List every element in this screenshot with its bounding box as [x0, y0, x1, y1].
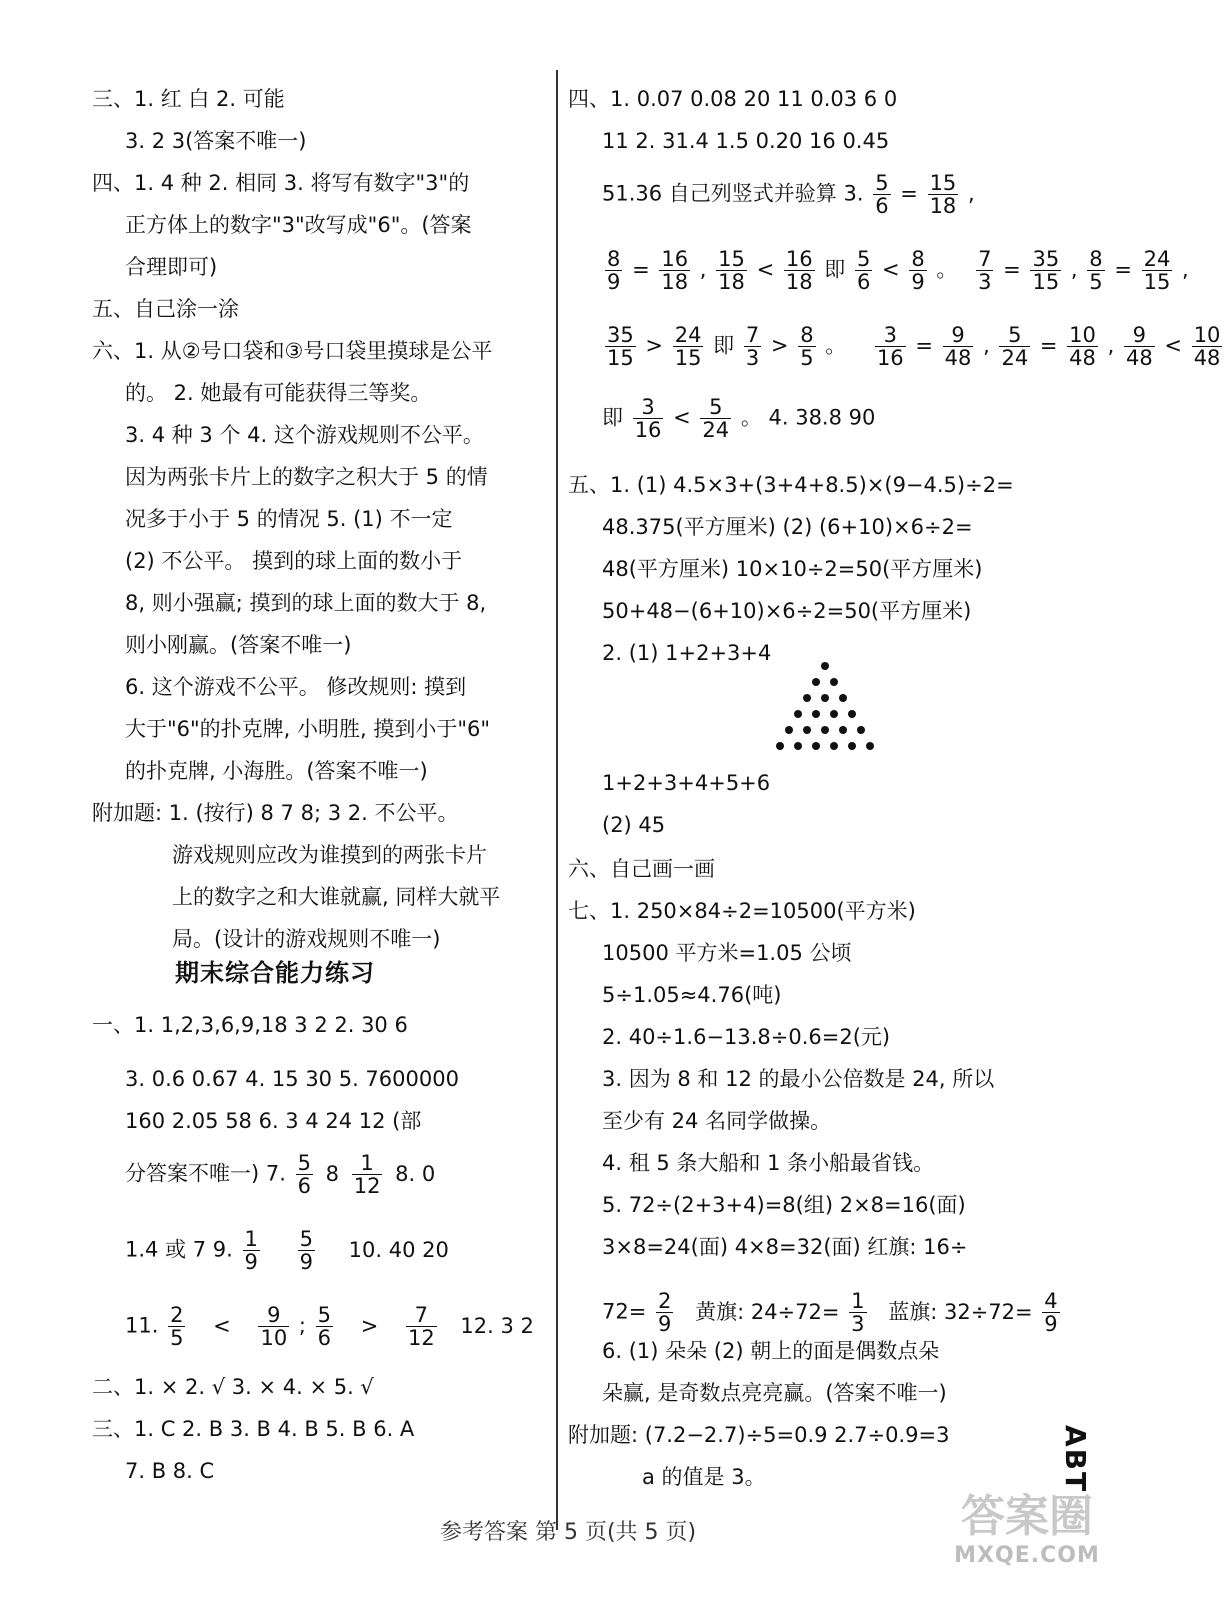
numerator: 2: [658, 1289, 672, 1313]
answer-line: 七、1. 250×84÷2=10500(平方米): [568, 899, 916, 923]
fraction: [352, 1152, 383, 1197]
denominator: 6: [856, 270, 871, 294]
dot: [830, 678, 838, 686]
numerator: 24: [1143, 247, 1171, 271]
numerator: 5: [297, 1151, 311, 1175]
dot: [794, 742, 802, 750]
denominator: 12: [408, 1326, 435, 1350]
dot: [812, 710, 820, 718]
text: 51.36 自己列竖式并验算 3.: [602, 181, 864, 206]
text: <: [1164, 333, 1182, 358]
denominator: 3: [745, 346, 760, 370]
numerator: 15: [718, 247, 745, 271]
numerator: 8: [911, 247, 925, 271]
dot-triangle-figure: [755, 662, 895, 752]
answer-line: 五、1. (1) 4.5×3+(3+4+8.5)×(9−4.5)÷2=: [568, 473, 1014, 497]
denominator: 9: [607, 270, 621, 294]
numerator: 35: [1032, 247, 1060, 271]
text: 。: [825, 333, 847, 358]
answer-line: 至少有 24 名同学做操。: [602, 1109, 832, 1133]
text: ,: [967, 181, 975, 206]
fraction: [784, 248, 815, 293]
dot: [812, 678, 820, 686]
dot: [821, 726, 829, 734]
fraction: [316, 1304, 333, 1349]
answer-line: 五、自己涂一涂: [92, 297, 239, 321]
answer-line: 48.375(平方厘米) (2) (6+10)×6÷2=: [602, 515, 973, 539]
denominator: 3: [851, 1312, 865, 1336]
page-footer: 参考答案 第 5 页(共 5 页): [440, 1520, 697, 1545]
text: 即: [824, 257, 846, 282]
dot: [866, 742, 874, 750]
answer-line: 3. 0.6 0.67 4. 15 30 5. 7600000: [125, 1067, 459, 1091]
denominator: 9: [299, 1250, 313, 1274]
answer-line: 三、1. C 2. B 3. B 4. B 5. B 6. A: [92, 1417, 415, 1441]
numerator: 7: [414, 1303, 429, 1327]
denominator: 48: [944, 346, 972, 370]
text: ,: [983, 333, 990, 358]
answer-line: 5÷1.05≈4.76(吨): [602, 983, 782, 1007]
answer-line: 四、1. 4 种 2. 相同 3. 将写有数字"3"的: [92, 171, 470, 195]
dot: [776, 742, 784, 750]
denominator: 15: [607, 346, 634, 370]
fraction: [855, 248, 872, 293]
answer-line-fractions: [602, 248, 1189, 293]
numerator: 5: [317, 1303, 332, 1327]
fraction: [656, 1290, 673, 1335]
denominator: 48: [1125, 346, 1153, 370]
dot-row: [755, 726, 895, 734]
text: ,: [1107, 333, 1115, 358]
fraction: [943, 324, 974, 369]
denominator: 16: [634, 418, 662, 442]
fraction: [1067, 324, 1098, 369]
text: 1.4 或 7 9.: [125, 1237, 233, 1262]
dot: [839, 726, 847, 734]
text: 。 4. 38.8 90: [740, 405, 876, 430]
denominator: 9: [658, 1312, 672, 1336]
dot-row: [755, 710, 895, 718]
text: 。: [936, 257, 958, 282]
answer-line: 的扑克牌, 小海胜。(答案不唯一): [125, 759, 428, 783]
answer-line-fractions: [125, 1228, 452, 1273]
text: =: [1114, 257, 1132, 282]
side-tag: ABT: [1059, 1425, 1092, 1494]
watermark-logo: [952, 1490, 1102, 1580]
answer-line: 2. 40÷1.6−13.8÷0.6=2(元): [602, 1025, 891, 1049]
answer-line: 况多于小于 5 的情况 5. (1) 不一定: [125, 507, 453, 531]
numerator: 7: [978, 247, 992, 271]
denominator: 48: [1069, 346, 1096, 370]
dot-row: [755, 742, 895, 750]
text: 即: [713, 333, 735, 358]
text: 8. 0: [395, 1161, 436, 1186]
fraction: [716, 248, 747, 293]
fraction: [744, 324, 761, 369]
denominator: 15: [674, 346, 702, 370]
text: <: [756, 257, 775, 282]
numerator: 4: [1044, 1289, 1058, 1313]
text: 蓝旗: 32÷72=: [888, 1299, 1033, 1324]
dot: [830, 742, 838, 750]
numerator: 8: [607, 247, 621, 271]
answer-line: 六、自己画一画: [568, 857, 715, 881]
fraction: [1124, 324, 1155, 369]
dot-row: [755, 694, 895, 702]
answer-line: 四、1. 0.07 0.08 20 11 0.03 6 0: [568, 87, 898, 111]
answer-line: 48(平方厘米) 10×10÷2=50(平方厘米): [602, 557, 983, 581]
answer-line-fractions: [602, 324, 1225, 369]
answer-line: 2. (1) 1+2+3+4: [602, 641, 772, 665]
dot-row: [755, 662, 895, 670]
fraction: [605, 324, 636, 369]
answer-line: 3. 因为 8 和 12 的最小公倍数是 24, 所以: [602, 1067, 995, 1091]
dot: [830, 710, 838, 718]
dot: [785, 726, 793, 734]
section-title: 期末综合能力练习: [175, 959, 375, 987]
numerator: 15: [929, 171, 957, 195]
denominator: 6: [317, 1326, 332, 1350]
fraction: [875, 324, 906, 369]
answer-line: 附加题: 1. (按行) 8 7 8; 3 2. 不公平。: [92, 801, 459, 825]
answer-line: 合理即可): [125, 255, 218, 279]
answer-line: 则小刚赢。(答案不唯一): [125, 633, 352, 657]
text: 10. 40 20: [348, 1237, 449, 1262]
numerator: 5: [856, 247, 871, 271]
denominator: 12: [353, 1174, 381, 1198]
numerator: 5: [875, 171, 889, 195]
numerator: 35: [607, 323, 634, 347]
numerator: 2: [170, 1303, 184, 1327]
fraction: [1142, 248, 1173, 293]
denominator: 18: [785, 270, 813, 294]
answer-line: 三、1. 红 白 2. 可能: [92, 87, 285, 111]
text: 即: [602, 405, 623, 430]
denominator: 3: [978, 270, 992, 294]
denominator: 16: [876, 346, 904, 370]
fraction: [633, 396, 664, 441]
dot: [812, 742, 820, 750]
text: <: [882, 257, 900, 282]
answer-line-fractions: [125, 1152, 438, 1197]
answer-line: 上的数字之和大谁就赢, 同样大就平: [172, 885, 501, 909]
denominator: 18: [929, 194, 957, 218]
fraction: [700, 396, 731, 441]
numerator: 3: [641, 395, 655, 419]
dot: [821, 694, 829, 702]
fraction: [999, 324, 1030, 369]
answer-line: 附加题: (7.2−2.7)÷5=0.9 2.7÷0.9=3: [568, 1423, 950, 1447]
answer-line: 一、1. 1,2,3,6,9,18 3 2 2. 30 6: [92, 1013, 408, 1037]
watermark-text: 答案圈: [961, 1491, 1093, 1542]
numerator: 16: [785, 247, 813, 271]
answer-line: a 的值是 3。: [642, 1465, 766, 1489]
denominator: 9: [1044, 1312, 1058, 1336]
answer-line: (2) 不公平。 摸到的球上面的数小于: [125, 549, 463, 573]
answer-line-fractions: [602, 396, 875, 441]
text: >: [360, 1313, 379, 1338]
answer-line-fractions: [602, 172, 975, 217]
answer-line: 6. (1) 朵朵 (2) 朝上的面是偶数点朵: [602, 1339, 940, 1363]
text: =: [632, 257, 650, 282]
numerator: 10: [1069, 323, 1096, 347]
numerator: 5: [299, 1227, 313, 1251]
fraction: [659, 248, 690, 293]
text: <: [673, 405, 691, 430]
text: =: [1003, 257, 1021, 282]
dot: [803, 694, 811, 702]
numerator: 5: [709, 395, 723, 419]
answer-line: 正方体上的数字"3"改写成"6"。(答案: [125, 213, 472, 237]
answer-line: 的。 2. 她最有可能获得三等奖。: [125, 381, 432, 405]
fraction: [928, 172, 959, 217]
text: =: [1039, 333, 1058, 358]
fraction: [1030, 248, 1061, 293]
text: ;: [298, 1313, 306, 1338]
text: 分答案不唯一) 7.: [125, 1161, 286, 1186]
denominator: 18: [718, 270, 745, 294]
numerator: 8: [800, 323, 814, 347]
answer-line: 3×8=24(面) 4×8=32(面) 红旗: 16÷: [602, 1235, 968, 1259]
answer-line: 160 2.05 58 6. 3 4 24 12 (部: [125, 1109, 422, 1133]
dot-row: [755, 678, 895, 686]
answer-line: 游戏规则应改为谁摸到的两张卡片: [172, 843, 487, 867]
denominator: 18: [661, 270, 689, 294]
fraction: [909, 248, 926, 293]
text: 黄旗: 24÷72=: [695, 1299, 840, 1324]
answer-line: 1+2+3+4+5+6: [602, 771, 771, 795]
text: 12. 3 2: [460, 1313, 534, 1338]
denominator: 10: [260, 1326, 288, 1350]
fraction: [243, 1228, 260, 1273]
fraction: [258, 1304, 289, 1349]
fraction: [1087, 248, 1104, 293]
answer-line: 3. 4 种 3 个 4. 这个游戏规则不公平。: [125, 423, 484, 447]
left-column: [0, 0, 555, 1600]
denominator: 15: [1032, 270, 1060, 294]
fraction: [1192, 324, 1223, 369]
numerator: 5: [1008, 323, 1022, 347]
dot: [821, 662, 829, 670]
numerator: 7: [745, 323, 760, 347]
dot: [848, 710, 856, 718]
fraction: [673, 324, 704, 369]
text: >: [645, 333, 664, 358]
numerator: 1: [851, 1289, 865, 1313]
numerator: 10: [1193, 323, 1221, 347]
numerator: 9: [267, 1303, 281, 1327]
text: =: [900, 181, 918, 206]
text: =: [915, 333, 933, 358]
answer-line: 二、1. × 2. √ 3. × 4. × 5. √: [92, 1375, 374, 1399]
fraction: [298, 1228, 315, 1273]
dot: [857, 726, 865, 734]
watermark-url: MXQE.COM: [954, 1543, 1100, 1568]
text: >: [770, 333, 789, 358]
numerator: 16: [661, 247, 689, 271]
denominator: 5: [1089, 270, 1103, 294]
answer-line: 3. 2 3(答案不唯一): [125, 129, 307, 153]
denominator: 15: [1143, 270, 1171, 294]
fraction: [849, 1290, 866, 1335]
denominator: 5: [170, 1326, 184, 1350]
answer-line: 朵赢, 是奇数点亮亮赢。(答案不唯一): [602, 1381, 947, 1405]
fraction: [873, 172, 890, 217]
answer-line: 10500 平方米=1.05 公顷: [602, 941, 852, 965]
answer-line: 4. 租 5 条大船和 1 条小船最省钱。: [602, 1151, 935, 1175]
text: 8: [325, 1161, 340, 1186]
answer-line: 11 2. 31.4 1.5 0.20 16 0.45: [602, 129, 890, 153]
numerator: 24: [674, 323, 702, 347]
numerator: 1: [360, 1151, 374, 1175]
answer-line: 局。(设计的游戏规则不唯一): [172, 927, 441, 951]
answer-line-fractions: [602, 1290, 1063, 1335]
answer-line: 50+48−(6+10)×6÷2=50(平方厘米): [602, 599, 972, 623]
fraction: [406, 1304, 437, 1349]
answer-line: (2) 45: [602, 813, 666, 837]
answer-line-fractions: [125, 1304, 537, 1349]
fraction: [168, 1304, 185, 1349]
dot: [848, 742, 856, 750]
denominator: 5: [800, 346, 814, 370]
denominator: 9: [244, 1250, 258, 1274]
denominator: 24: [1001, 346, 1029, 370]
denominator: 48: [1193, 346, 1221, 370]
answer-line: 大于"6"的扑克牌, 小明胜, 摸到小于"6": [125, 717, 491, 741]
denominator: 6: [297, 1174, 311, 1198]
numerator: 9: [951, 323, 965, 347]
fraction: [976, 248, 993, 293]
denominator: 9: [911, 270, 925, 294]
text: ,: [1182, 257, 1189, 282]
fraction: [605, 248, 622, 293]
answer-line: 6. 这个游戏不公平。 修改规则: 摸到: [125, 675, 467, 699]
numerator: 8: [1089, 247, 1103, 271]
text: 11.: [125, 1313, 159, 1338]
numerator: 1: [244, 1227, 258, 1251]
dot: [839, 694, 847, 702]
answer-line: 因为两张卡片上的数字之积大于 5 的情: [125, 465, 488, 489]
fraction: [1042, 1290, 1059, 1335]
denominator: 24: [702, 418, 730, 442]
numerator: 9: [1132, 323, 1147, 347]
answer-line: 六、1. 从②号口袋和③号口袋里摸球是公平: [92, 339, 493, 363]
text: 72=: [602, 1299, 647, 1324]
fraction: [798, 324, 815, 369]
dot: [794, 710, 802, 718]
answer-line: 7. B 8. C: [125, 1459, 215, 1483]
answer-line: 8, 则小强赢; 摸到的球上面的数大于 8,: [125, 591, 487, 615]
text: ,: [699, 257, 707, 282]
column-divider: [556, 70, 558, 1530]
text: <: [213, 1313, 231, 1338]
dot: [803, 726, 811, 734]
denominator: 6: [875, 194, 889, 218]
text: ,: [1070, 257, 1078, 282]
numerator: 3: [883, 323, 897, 347]
answer-line: 5. 72÷(2+3+4)=8(组) 2×8=16(面): [602, 1193, 966, 1217]
right-column: [560, 0, 1221, 1600]
fraction: [296, 1152, 313, 1197]
